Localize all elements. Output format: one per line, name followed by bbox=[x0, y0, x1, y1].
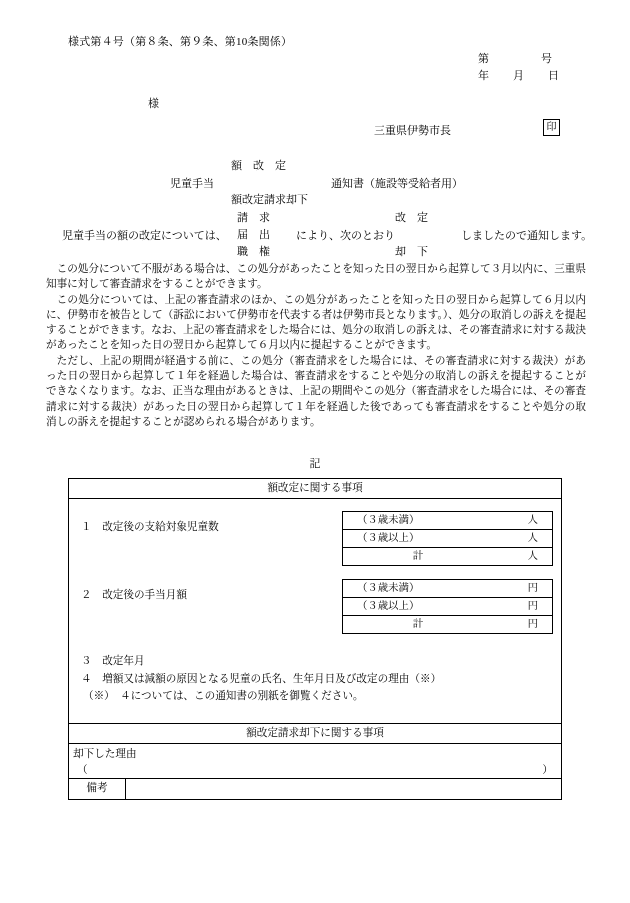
lead-option-2: 届 出 bbox=[237, 229, 270, 241]
document-number-suffix: 号 bbox=[541, 53, 552, 65]
item-2-row-over3-label: （３歳以上） bbox=[357, 601, 420, 612]
item-1-row-over3 bbox=[343, 530, 552, 548]
item-2-row-over3-unit: 円 bbox=[527, 601, 538, 612]
item-1-row-over3-label: （３歳以上） bbox=[357, 533, 420, 544]
dismissal-reason-paren-open: （ bbox=[77, 765, 88, 776]
title-benefit-name: 児童手当 bbox=[170, 178, 214, 190]
revision-section-body bbox=[69, 499, 562, 724]
paragraph-2: この処分については、上記の審査請求のほか、この処分があったことを知った日の翌日から起算して６月以内に、伊勢市を被告として（訴訟において伊勢市を代表する者は伊勢市長となります。）、処分の取消しの訴えを提起することができます。なお、上記の審査請求をした場合には、処分の取消しの訴えは、その審査請求に対する裁決があったことを知った日の翌日から起算して６月以内に提起することができます。 bbox=[46, 294, 586, 352]
remarks-value[interactable] bbox=[126, 779, 562, 800]
item-2-row-under3 bbox=[343, 580, 552, 598]
item-4-text: 増額又は減額の原因となる児童の氏名、生年月日及び改定の理由（※） bbox=[102, 674, 442, 685]
revision-section-header: 額改定に関する事項 bbox=[69, 479, 562, 499]
title-document-type: 通知書（施設等受給者用） bbox=[331, 178, 463, 190]
table-row-dismissal-header bbox=[69, 724, 562, 744]
lead-option-3: 職 権 bbox=[237, 246, 270, 258]
item-3-label bbox=[81, 653, 145, 668]
table-row-revision-header bbox=[69, 479, 562, 499]
revision-items bbox=[69, 499, 561, 723]
lead-option-1: 請 求 bbox=[237, 212, 270, 224]
seal-stamp-box: 印 bbox=[543, 119, 560, 136]
remarks-label: 備考 bbox=[69, 779, 126, 800]
paragraph-1: この処分について不服がある場合は、この処分があったことを知った日の翌日から起算して３月以内に、三重県知事に対して審査請求をすることができます。 bbox=[46, 264, 586, 291]
item-2-row-total bbox=[343, 616, 552, 633]
item-1-number: １ bbox=[81, 522, 92, 533]
lead-tail: により、次のとおり bbox=[296, 230, 395, 242]
title-block bbox=[0, 158, 630, 210]
date-year-label: 年 bbox=[478, 70, 489, 82]
item-2-label bbox=[81, 587, 187, 602]
dismissal-reason-label: 却下した理由 bbox=[73, 749, 137, 760]
item-2-text: 改定後の手当月額 bbox=[102, 590, 187, 601]
ki-marker: 記 bbox=[309, 458, 321, 470]
date-day-label: 日 bbox=[548, 70, 559, 82]
lead-sentence-block bbox=[0, 210, 630, 262]
appeal-instructions bbox=[46, 262, 586, 430]
item-1-label bbox=[81, 519, 219, 534]
document-number-prefix: 第 bbox=[478, 53, 489, 65]
item-1-row-over3-unit: 人 bbox=[527, 533, 538, 544]
item-1-row-under3 bbox=[343, 512, 552, 530]
dismissal-reason-area bbox=[69, 744, 561, 778]
item-3-number: ３ bbox=[81, 656, 92, 667]
item-2-row-total-label: 計 bbox=[412, 619, 424, 630]
table-row-remarks bbox=[69, 779, 562, 800]
lead-prefix: 児童手当の額の改定については、 bbox=[62, 230, 227, 242]
lead-result-options bbox=[395, 210, 428, 261]
dismissal-reason-paren-close: ） bbox=[542, 765, 553, 776]
lead-end: しましたので通知します。 bbox=[461, 230, 593, 242]
item-1-value-box bbox=[342, 511, 553, 566]
lead-result-2 bbox=[395, 227, 428, 244]
lead-result-3: 却 下 bbox=[395, 246, 428, 258]
item-1-text: 改定後の支給対象児童数 bbox=[102, 522, 219, 533]
item-1-row-under3-unit: 人 bbox=[527, 515, 538, 526]
form-number: 様式第４号（第８条、第９条、第10条関係） bbox=[68, 36, 293, 48]
item-4-note: （※） ４については、この通知書の別紙を御覧ください。 bbox=[83, 691, 364, 702]
item-1-row-total-unit: 人 bbox=[527, 551, 538, 562]
item-2-row-total-unit: 円 bbox=[527, 619, 538, 630]
document-number-row bbox=[478, 50, 552, 66]
title-option-2 bbox=[231, 175, 308, 192]
item-4-number: ４ bbox=[81, 674, 92, 685]
title-option-stack bbox=[231, 158, 308, 209]
item-4-label bbox=[81, 671, 441, 686]
item-1-row-total bbox=[343, 548, 552, 565]
issuer-name: 三重県伊勢市長 bbox=[374, 125, 451, 137]
item-2-value-box bbox=[342, 579, 553, 634]
item-1-row-under3-label: （３歳未満） bbox=[357, 515, 420, 526]
lead-result-1: 改 定 bbox=[395, 212, 428, 224]
document-date-row bbox=[478, 67, 559, 83]
dismissal-section-header: 額改定請求却下に関する事項 bbox=[69, 724, 562, 744]
paragraph-3: ただし、上記の期間が経過する前に、この処分（審査請求をした場合には、その審査請求に対する裁決）があった日の翌日から起算して１年を経過した場合は、審査請求をすることや処分の取消しの訴えを提起することができなくなります。なお、正当な理由があるときは、上記の期間やこの処分（審査請求をした場合には、その審査請求に対する裁決）があった日の翌日から起算して１年を経過した後であっても審査請求をすることや処分の取消しの訴えを提起することが認められる場合があります。 bbox=[46, 355, 586, 428]
item-1-row-total-label: 計 bbox=[412, 551, 424, 562]
title-option-3: 額改定請求却下 bbox=[231, 194, 308, 206]
item-2-row-over3 bbox=[343, 598, 552, 616]
form-table bbox=[68, 478, 562, 800]
item-2-row-under3-label: （３歳未満） bbox=[357, 583, 420, 594]
table-row-dismissal-reason bbox=[69, 744, 562, 779]
title-option-1: 額 改 定 bbox=[231, 160, 286, 172]
lead-request-options bbox=[237, 210, 270, 261]
date-month-label: 月 bbox=[513, 70, 524, 82]
addressee-honorific: 様 bbox=[148, 98, 159, 110]
dismissal-reason-cell bbox=[69, 744, 562, 779]
item-3-text: 改定年月 bbox=[102, 656, 145, 667]
item-2-row-under3-unit: 円 bbox=[527, 583, 538, 594]
table-row-revision-body bbox=[69, 499, 562, 724]
item-2-number: ２ bbox=[81, 590, 92, 601]
